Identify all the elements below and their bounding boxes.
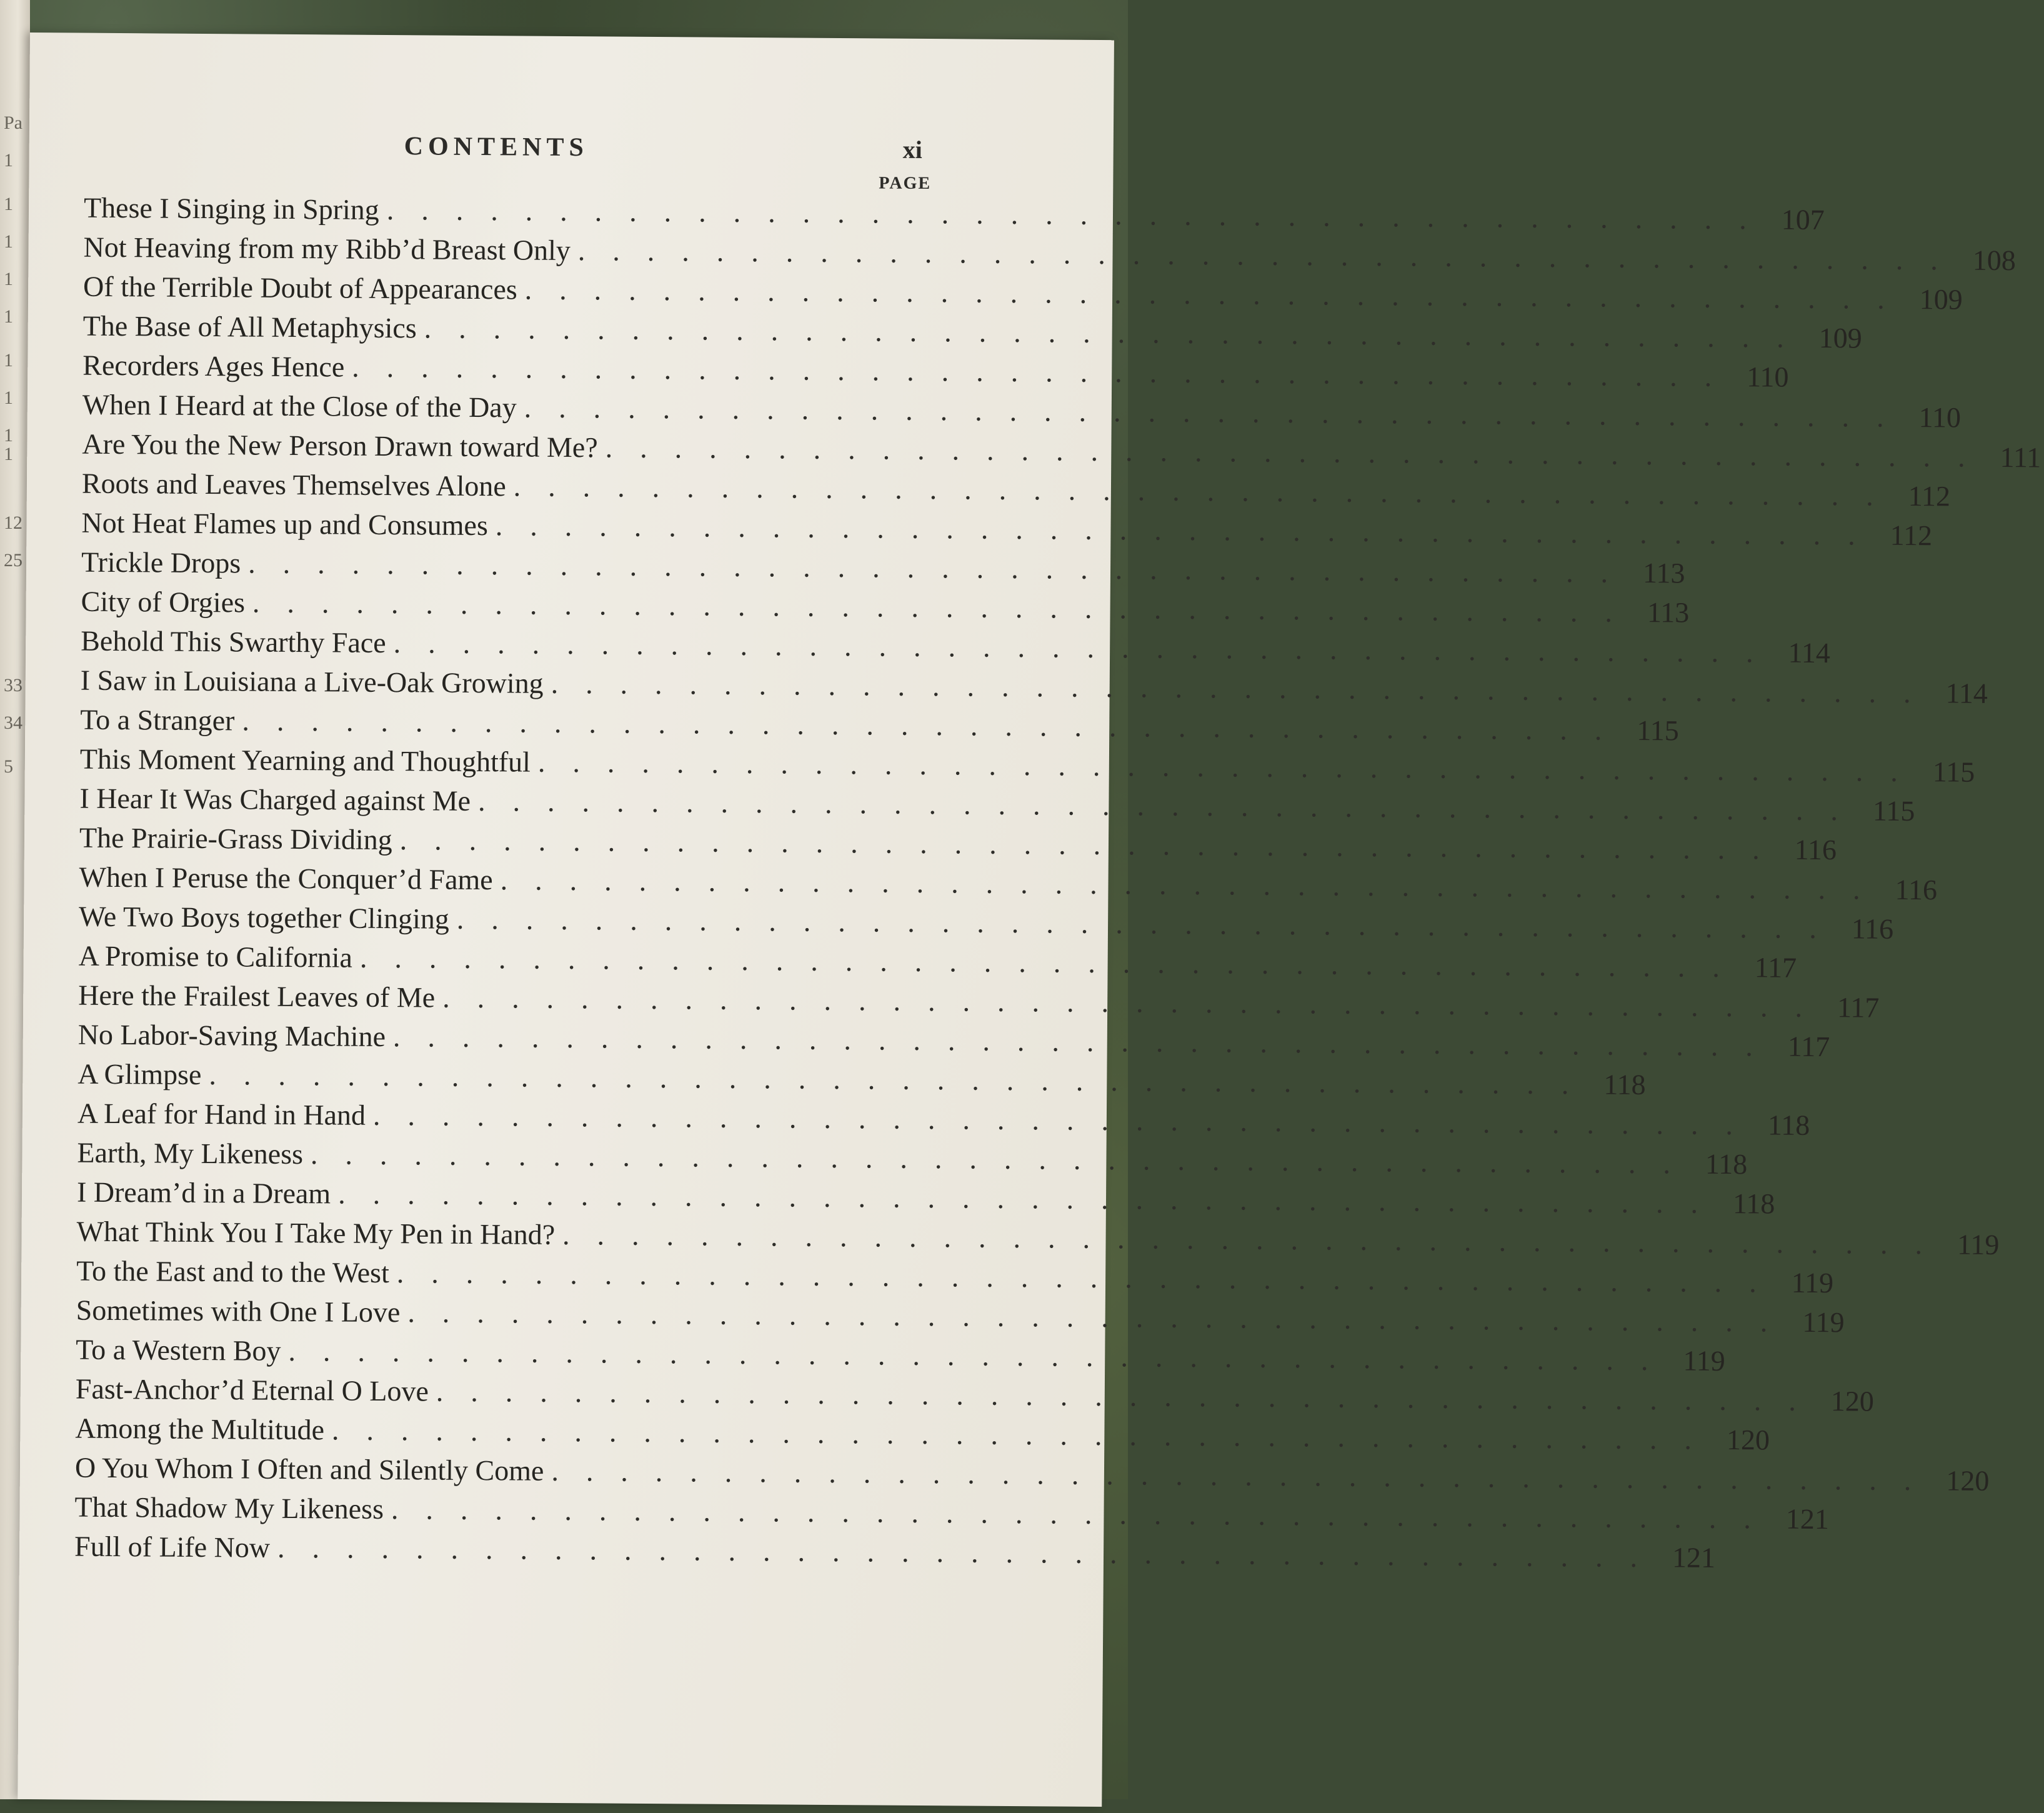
- dot-leader: ........................................: [392, 1021, 1781, 1062]
- toc-entry-title: What Think You I Take My Pen in Hand?: [76, 1215, 556, 1251]
- toc-entry: [82, 385, 1962, 434]
- dot-leader: ........................................: [310, 1138, 1698, 1180]
- toc-entry-title: A Leaf for Hand in Hand: [77, 1097, 366, 1131]
- toc-entry-page: 118: [1767, 1109, 1810, 1141]
- dot-leader: ........................................: [500, 864, 1888, 906]
- dot-leader: ........................................: [242, 704, 1630, 746]
- toc-entry-page: 113: [1642, 557, 1685, 589]
- toc-entry: [82, 424, 2042, 474]
- toc-entry-page: 121: [1672, 1541, 1716, 1574]
- previous-page-fragment: 1: [4, 231, 13, 252]
- toc-entry: [81, 503, 1933, 552]
- toc-entry-page: 116: [1895, 873, 1938, 906]
- toc-entry-title: This Moment Yearning and Thoughtful: [79, 742, 531, 778]
- toc-entry-title: Sometimes with One I Love: [76, 1294, 401, 1329]
- toc-entry-title: Not Heat Flames up and Consumes: [81, 506, 489, 542]
- dot-leader: ........................................: [524, 273, 1912, 316]
- toc-entry-title: Behold This Swarthy Face: [81, 624, 386, 659]
- toc-entry-title: When I Heard at the Close of the Day: [82, 388, 517, 424]
- dot-leader: ........................................: [495, 509, 1883, 551]
- toc-entry: [75, 1409, 1770, 1456]
- toc-entry: [81, 621, 1831, 669]
- toc-entry-title: A Glimpse: [77, 1057, 202, 1091]
- dot-leader: ........................................: [338, 1177, 1726, 1219]
- dot-leader: ........................................: [436, 1375, 1823, 1417]
- previous-page-fragment: 5: [4, 756, 13, 777]
- toc-entry-page: 115: [1932, 756, 1975, 788]
- previous-page-fragment: 34: [4, 712, 22, 733]
- toc-entry: [79, 779, 1915, 827]
- toc-entry: [77, 1133, 1748, 1181]
- previous-page-fragment: 1: [4, 269, 13, 289]
- toc-entry-page: 119: [1802, 1306, 1845, 1339]
- toc-entry-page: 112: [1908, 480, 1951, 512]
- toc-entry-title: O You Whom I Often and Silently Come: [74, 1451, 544, 1487]
- previous-page-fragment: 1: [4, 350, 13, 371]
- toc-entry-title: Are You the New Person Drawn toward Me?: [82, 427, 598, 464]
- previous-page-fragment: 1: [4, 150, 13, 171]
- previous-page-fragment: 25: [4, 550, 22, 571]
- toc-entry-page: 113: [1647, 596, 1690, 629]
- dot-leader: ........................................: [252, 586, 1640, 629]
- toc-entry: [82, 346, 1789, 393]
- toc-entry-title: Among the Multitude: [75, 1412, 325, 1446]
- toc-entry: [79, 739, 1975, 788]
- toc-entry-page: 110: [1918, 401, 1962, 434]
- dot-leader: ........................................: [209, 1059, 1597, 1101]
- toc-entry-title: That Shadow My Likeness: [74, 1491, 384, 1526]
- toc-entry-page: 117: [1754, 951, 1797, 984]
- toc-entry-page: 119: [1791, 1266, 1834, 1299]
- toc-entry-title: No Labor-Saving Machine: [77, 1018, 386, 1053]
- toc-entry-page: 118: [1603, 1068, 1646, 1101]
- toc-entry-title: To a Stranger: [80, 703, 235, 737]
- dot-leader: ........................................: [407, 1296, 1795, 1338]
- toc-entry-title: These I Singing in Spring: [83, 191, 379, 226]
- previous-page-fragment: 12: [4, 512, 22, 533]
- toc-entry: [77, 1054, 1646, 1101]
- toc-entry: [79, 818, 1837, 866]
- toc-entry: [77, 1094, 1810, 1141]
- dot-leader: ........................................: [477, 785, 1866, 827]
- toc-entry-page: 111: [2000, 441, 2042, 474]
- toc-entry: [80, 700, 1679, 747]
- dot-leader: ........................................: [391, 1493, 1779, 1535]
- toc-entry-page: 114: [1788, 636, 1831, 669]
- toc-entry-title: Not Heaving from my Ribb’d Breast Only: [83, 231, 571, 267]
- toc-entry-title: When I Peruse the Conquer’d Fame: [79, 861, 493, 896]
- toc-entry: [78, 976, 1880, 1024]
- toc-entry-title: To a Western Boy: [76, 1333, 281, 1367]
- toc-entry-page: 117: [1787, 1030, 1830, 1063]
- dot-leader: ........................................: [277, 1531, 1665, 1574]
- toc-entry-title: A Promise to California: [78, 939, 353, 974]
- toc-entry: [78, 897, 1894, 945]
- toc-entry-title: Here the Frailest Leaves of Me: [78, 979, 436, 1014]
- previous-page-fragment: Pa: [4, 112, 22, 133]
- toc-entry-title: Fast-Anchor’d Eternal O Love: [75, 1372, 429, 1407]
- dot-leader: ........................................: [248, 547, 1636, 589]
- toc-entry-page: 121: [1785, 1502, 1830, 1536]
- toc-entry: [82, 306, 1862, 354]
- toc-entry-title: To the East and to the West: [76, 1254, 390, 1289]
- toc-entry-title: Of the Terrible Doubt of Appearances: [82, 270, 517, 306]
- toc-entry: [74, 1487, 1830, 1536]
- toc-entry-page: 118: [1705, 1147, 1748, 1181]
- dot-leader: ........................................: [352, 351, 1740, 393]
- previous-page-fragment: 1: [4, 444, 13, 464]
- toc-entry: [74, 1448, 1990, 1497]
- previous-page-fragment: 1: [4, 425, 13, 446]
- dot-leader: ........................................: [577, 234, 1966, 276]
- book-page: [17, 32, 2042, 1807]
- dot-leader: ........................................: [551, 1454, 1939, 1497]
- dot-leader: ........................................: [551, 667, 1938, 709]
- toc-entry-page: 118: [1732, 1187, 1775, 1220]
- toc-entry-page: 117: [1837, 991, 1880, 1024]
- dot-leader: ........................................: [562, 1218, 1950, 1261]
- toc-entry: [81, 582, 1690, 629]
- running-head: CONTENTS: [404, 132, 589, 162]
- toc-entry-title: Earth, My Likeness: [77, 1136, 304, 1171]
- dot-leader: ........................................: [537, 746, 1926, 788]
- toc-entry-page: 120: [1830, 1385, 1874, 1417]
- toc-entry: [74, 1527, 1716, 1574]
- toc-entry-page: 119: [1957, 1228, 2000, 1261]
- toc-entry-page: 112: [1890, 519, 1933, 552]
- toc-entry: [76, 1251, 1834, 1299]
- dot-leader: ........................................: [359, 941, 1748, 984]
- previous-page-fragment: 1: [4, 306, 13, 327]
- toc-entry-page: 119: [1683, 1344, 1725, 1377]
- page-number: xi: [902, 135, 923, 164]
- toc-entry: [82, 267, 1963, 316]
- previous-page-fragment: 33: [4, 675, 22, 696]
- toc-entry-title: I Hear It Was Charged against Me: [79, 782, 471, 817]
- toc-entry-title: Recorders Ages Hence: [82, 349, 345, 383]
- toc-entry-title: Full of Life Now: [74, 1530, 271, 1564]
- toc-entry: [75, 1369, 1874, 1417]
- toc-entry: [80, 661, 1988, 709]
- dot-leader: ........................................: [424, 312, 1812, 354]
- dot-leader: ........................................: [399, 824, 1787, 866]
- toc-entry: [77, 1015, 1830, 1063]
- toc-entry-title: City of Orgies: [81, 585, 246, 619]
- toc-entry-title: Roots and Leaves Themselves Alone: [81, 467, 506, 502]
- toc-entry-title: The Prairie-Grass Dividing: [79, 821, 392, 856]
- dot-leader: ........................................: [331, 1414, 1720, 1456]
- toc-entry: [76, 1172, 1775, 1220]
- table-of-contents: [74, 188, 2042, 1574]
- toc-entry-page: 109: [1818, 321, 1862, 354]
- dot-leader: ........................................: [393, 627, 1781, 669]
- dot-leader: ........................................: [396, 1257, 1784, 1299]
- toc-entry: [83, 227, 2017, 277]
- toc-entry-page: 110: [1746, 361, 1789, 393]
- dot-leader: ........................................: [456, 902, 1844, 945]
- toc-entry-title: We Two Boys together Clinging: [78, 900, 450, 935]
- toc-entry-page: 120: [1726, 1424, 1770, 1456]
- toc-entry-title: I Saw in Louisiana a Live-Oak Growing: [80, 664, 544, 699]
- toc-entry: [76, 1291, 1845, 1339]
- toc-entry: [78, 936, 1797, 984]
- toc-entry: [83, 188, 1825, 236]
- toc-entry-title: Trickle Drops: [81, 546, 241, 579]
- toc-entry: [76, 1330, 1725, 1377]
- dot-leader: ........................................: [513, 470, 1901, 512]
- toc-entry: [81, 464, 1951, 512]
- previous-page-fragment: 1: [4, 387, 13, 408]
- previous-page-fragment: 1: [4, 194, 13, 214]
- toc-entry-page: 114: [1945, 677, 1988, 709]
- toc-entry-page: 116: [1851, 912, 1894, 945]
- dot-leader: ........................................: [372, 1099, 1761, 1141]
- dot-leader: ........................................: [386, 193, 1774, 236]
- dot-leader: ........................................: [605, 431, 1993, 473]
- toc-entry-page: 115: [1637, 714, 1679, 747]
- toc-entry-page: 115: [1872, 794, 1915, 827]
- toc-entry-title: I Dream’d in a Dream: [76, 1176, 331, 1210]
- toc-entry-page: 109: [1919, 283, 1963, 316]
- toc-entry-page: 107: [1781, 203, 1825, 236]
- page-column-label: PAGE: [879, 173, 932, 194]
- toc-entry: [76, 1212, 2000, 1261]
- toc-entry-title: The Base of All Metaphysics: [82, 309, 417, 344]
- toc-entry-page: 108: [1972, 244, 2017, 277]
- dot-leader: ........................................: [288, 1334, 1676, 1377]
- toc-entry-page: 116: [1794, 833, 1837, 866]
- toc-entry-page: 120: [1946, 1464, 1990, 1497]
- dot-leader: ........................................: [442, 981, 1830, 1024]
- dot-leader: ........................................: [524, 391, 1912, 434]
- toc-entry: [79, 857, 1938, 906]
- toc-entry: [81, 542, 1685, 589]
